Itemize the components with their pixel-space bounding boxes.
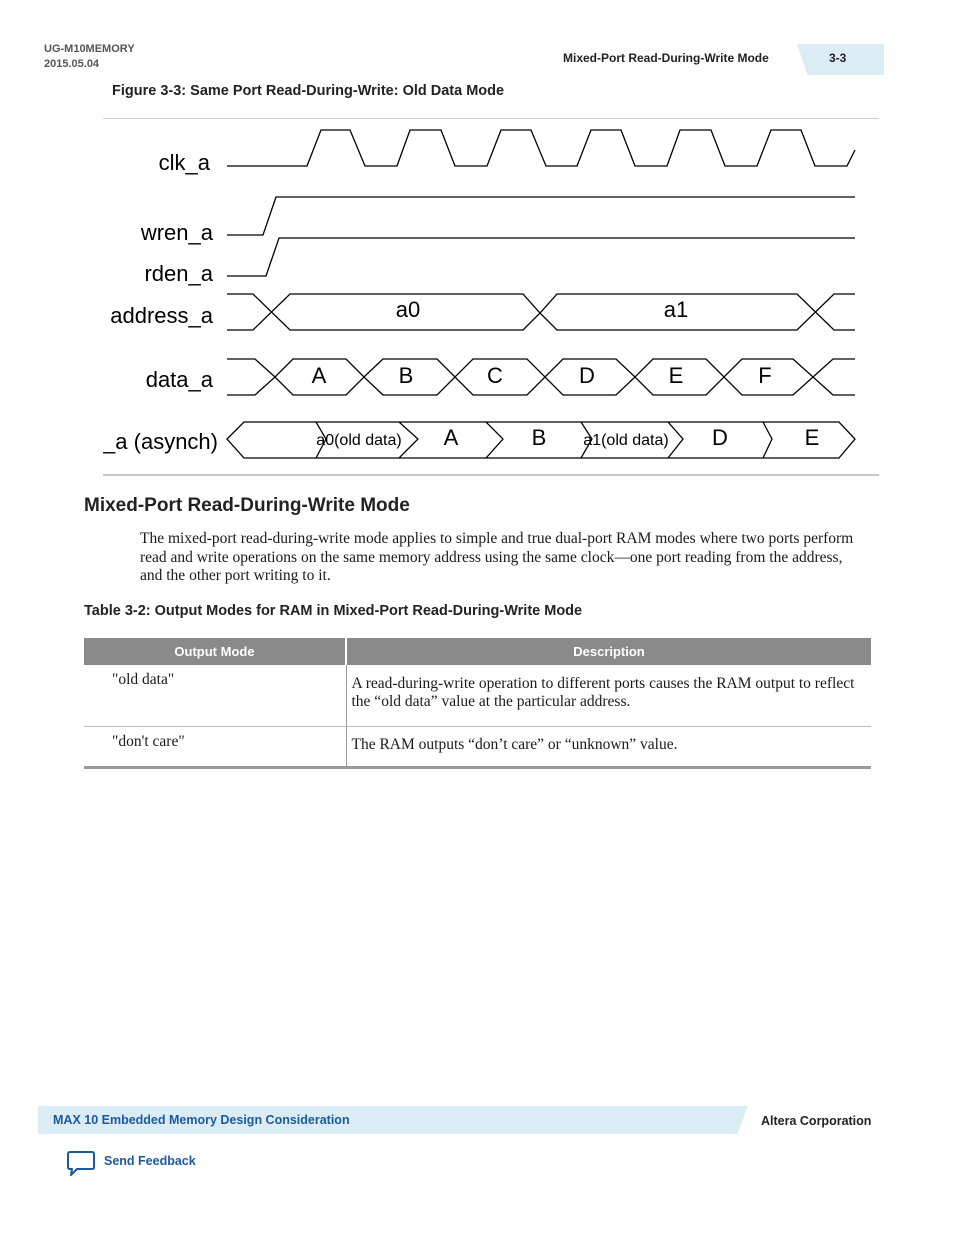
waveforms xyxy=(227,130,855,458)
table-bottom-rule xyxy=(84,766,871,769)
signal-labels xyxy=(103,150,218,454)
section-paragraph: The mixed-port read-during-write mode applies to simple and true dual-port RAM modes where two ports perform read and write operations on the same memory address using the same clock—one port reading from the address, and the other port writing to it. xyxy=(140,530,854,584)
figure-bottom-rule xyxy=(103,474,879,476)
label-rden: rden_a xyxy=(144,261,213,286)
data-value: F xyxy=(758,363,772,388)
data-value: A xyxy=(311,363,327,388)
speech-bubble-icon[interactable] xyxy=(66,1150,96,1178)
address-value: a0 xyxy=(395,297,421,322)
cell-description: A read-during-write operation to different ports causes the RAM output to reflect the “old data” value at the particular address. xyxy=(346,665,871,726)
data-value: E xyxy=(668,363,684,388)
label-q: _a (asynch) xyxy=(103,429,218,454)
figure-title: Figure 3-3: Same Port Read-During-Write: Old Data Mode xyxy=(112,83,505,99)
clk-waveform xyxy=(227,130,855,166)
timing-diagram xyxy=(103,118,879,474)
section-title: Mixed-Port Read-During-Write Mode xyxy=(84,495,410,516)
q-value: a1(old data) xyxy=(583,432,669,449)
q-value: E xyxy=(804,425,820,450)
label-clk: clk_a xyxy=(158,150,210,175)
data-value: C xyxy=(487,363,503,388)
address-waveform xyxy=(227,294,855,330)
label-data: data_a xyxy=(145,367,213,392)
table-title: Table 3-2: Output Modes for RAM in Mixed-Port Read-During-Write Mode xyxy=(84,603,583,619)
header-section-title: Mixed-Port Read-During-Write Mode xyxy=(563,51,769,65)
send-feedback-link[interactable]: Send Feedback xyxy=(104,1154,196,1168)
bus-values xyxy=(312,297,820,450)
doc-date: 2015.05.04 xyxy=(44,58,100,70)
table-header-row xyxy=(84,638,871,665)
wren-waveform xyxy=(227,197,855,235)
table-row xyxy=(84,665,871,726)
data-value: B xyxy=(398,363,414,388)
cell-description: The RAM outputs “don’t care” or “unknown” value. xyxy=(346,726,871,766)
label-address: address_a xyxy=(110,303,213,328)
label-wren: wren_a xyxy=(140,220,213,245)
q-value: D xyxy=(712,425,728,450)
q-value: a0(old data) xyxy=(316,432,402,449)
column-header-output-mode: Output Mode xyxy=(84,638,346,665)
page-number: 3-3 xyxy=(829,51,847,65)
column-header-description: Description xyxy=(346,638,871,665)
table-row xyxy=(84,726,871,766)
output-modes-table xyxy=(84,638,871,767)
rden-waveform xyxy=(227,238,855,276)
doc-id: UG-M10MEMORY xyxy=(44,43,135,55)
cell-output-mode: "don't care" xyxy=(84,726,346,766)
doc-id-block xyxy=(44,42,135,72)
address-value: a1 xyxy=(663,297,689,322)
q-value: B xyxy=(531,425,547,450)
footer-company: Altera Corporation xyxy=(761,1114,872,1128)
footer-doc-title[interactable]: MAX 10 Embedded Memory Design Consideration xyxy=(53,1113,350,1127)
q-value: A xyxy=(443,425,459,450)
data-value: D xyxy=(579,363,595,388)
cell-output-mode: "old data" xyxy=(84,665,346,726)
